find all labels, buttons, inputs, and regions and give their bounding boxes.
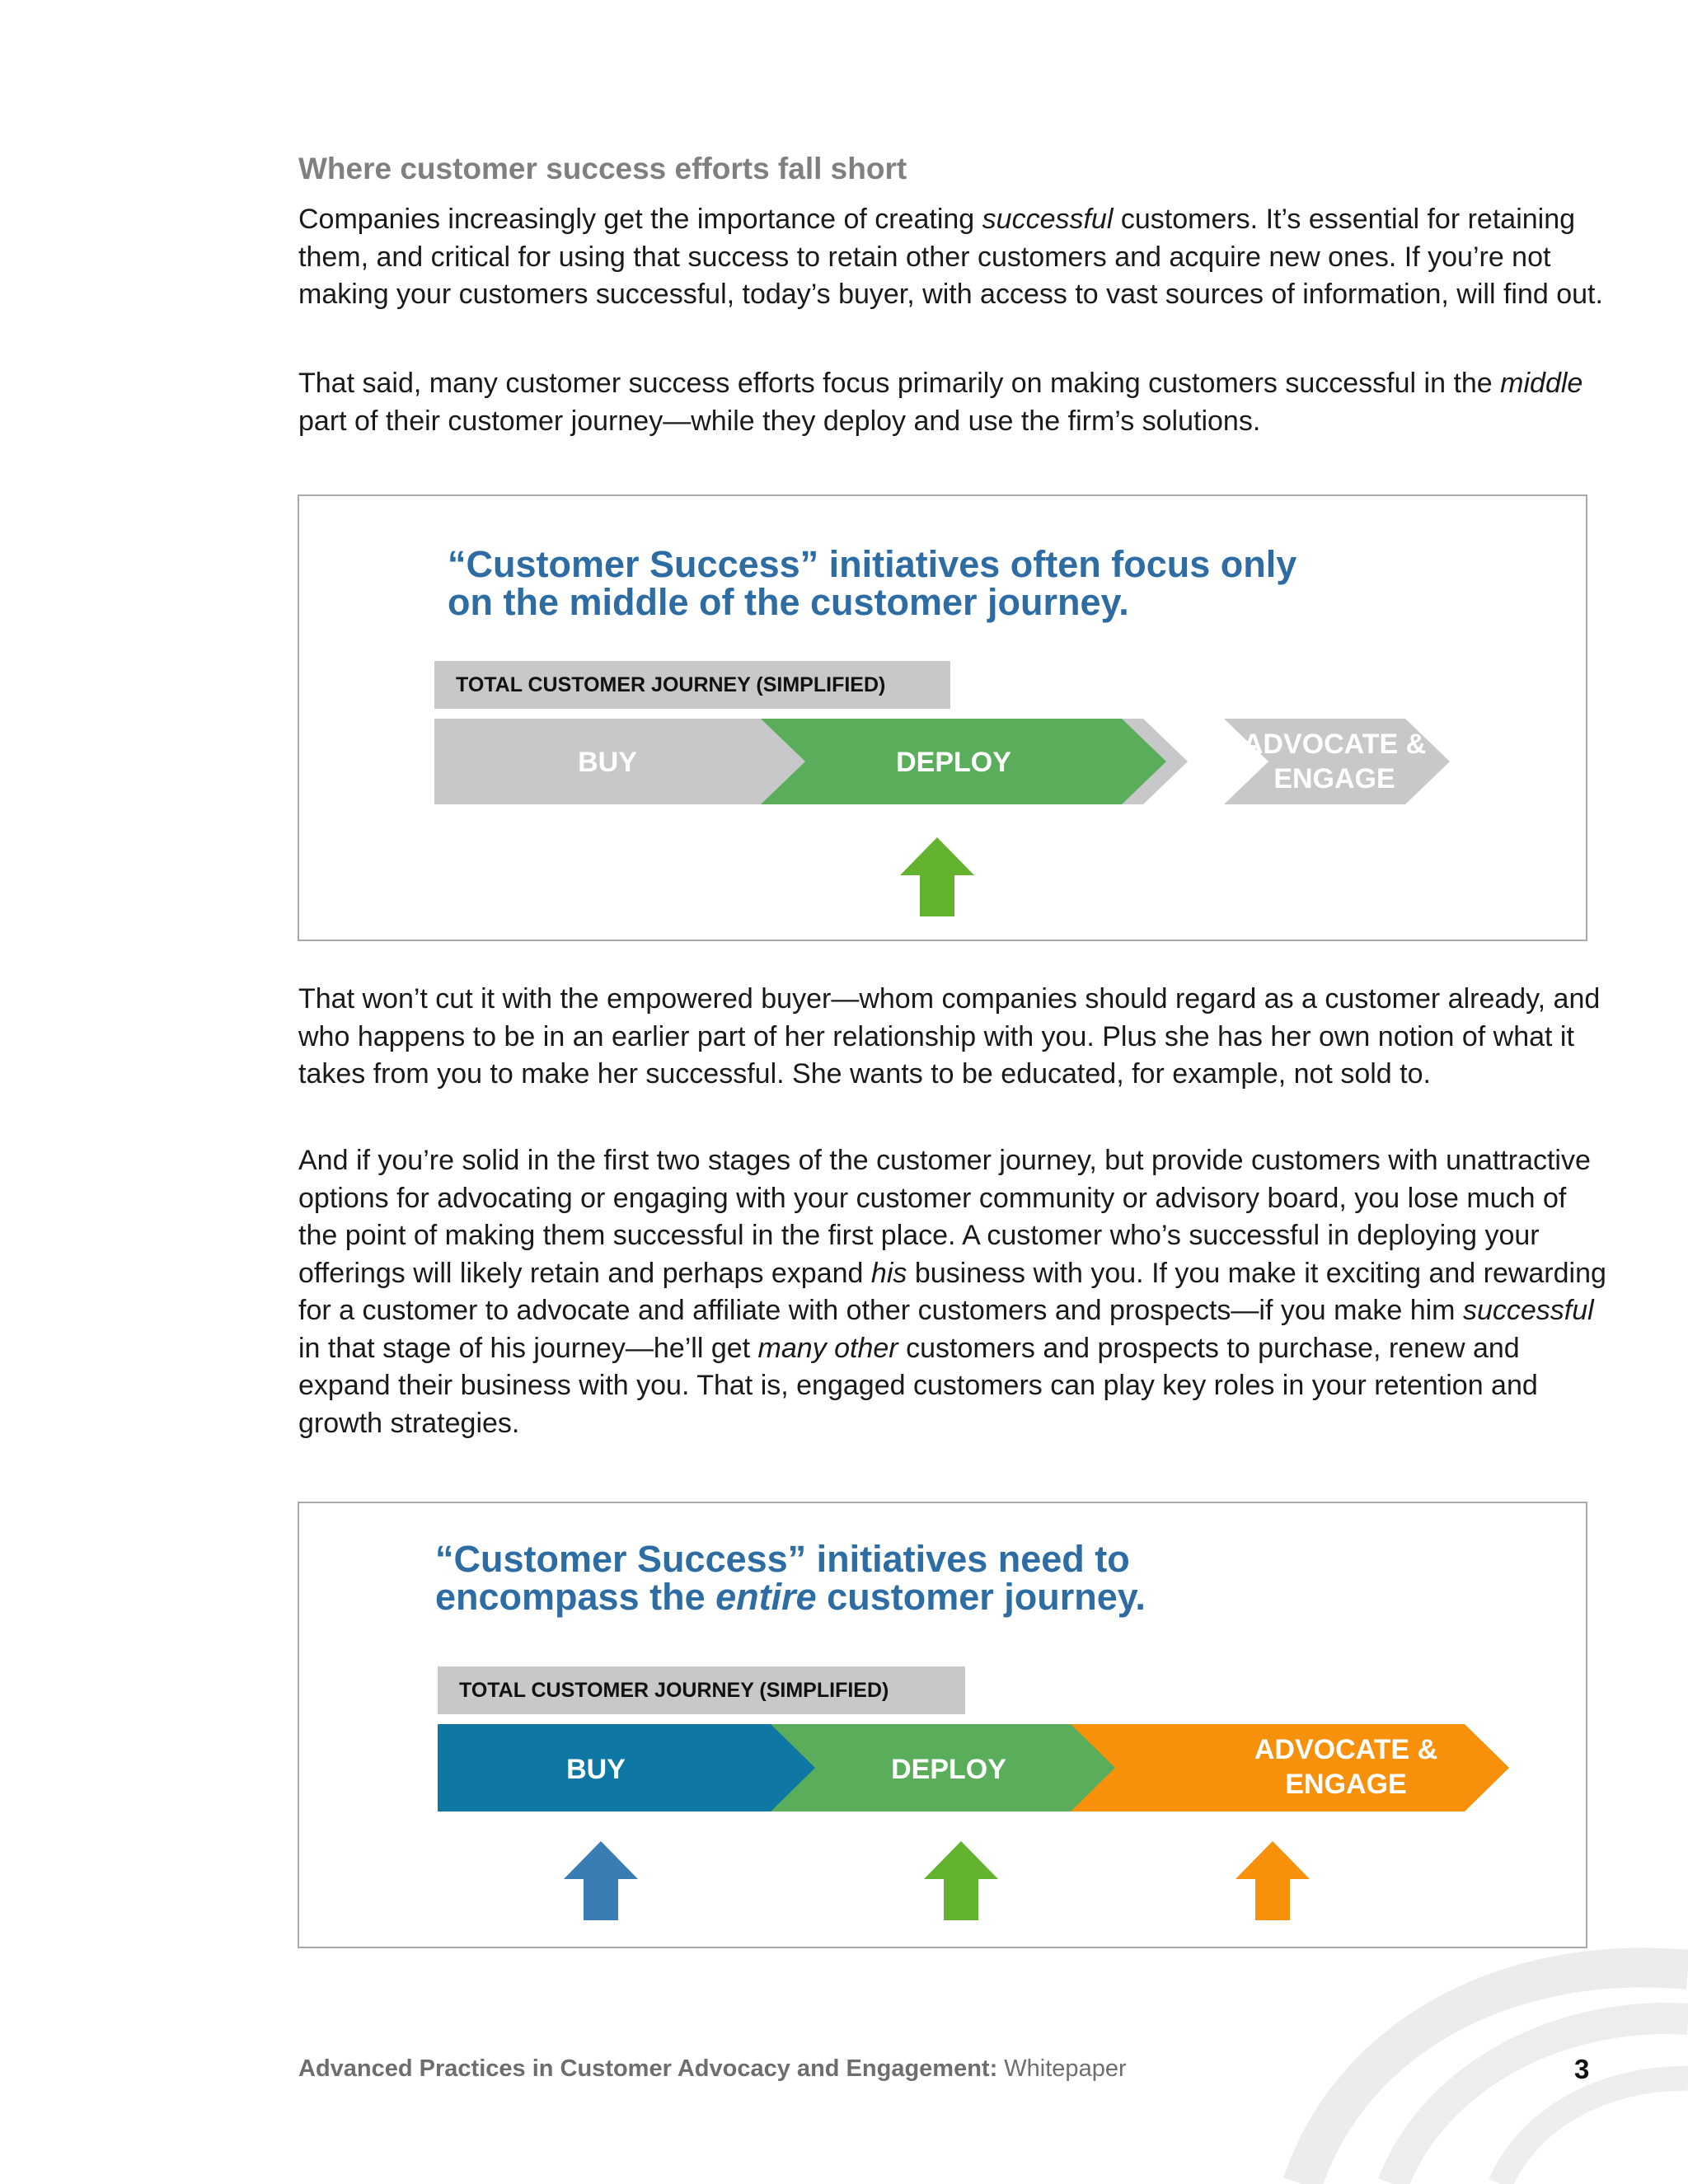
callout-title-line-1: “Customer Success” initiatives often focus only <box>448 543 1297 585</box>
text-run: Companies increasingly get the importance of creating <box>298 204 982 235</box>
callout-entire-journey <box>298 1502 1587 1948</box>
callout-title-line-2: encompass the entire customer journey. <box>435 1576 1146 1618</box>
callout-title <box>448 543 1297 623</box>
stage-advocate-engage-label: ADVOCATE & ENGAGE <box>1242 729 1427 794</box>
text-run: in that stage of his journey—he’ll get <box>298 1332 758 1364</box>
stage-buy-shape <box>438 1724 815 1811</box>
stage-advocate-engage-label: ADVOCATE & ENGAGE <box>1254 1734 1438 1800</box>
up-arrow-icon <box>924 1841 998 1920</box>
stage-buy-label: BUY <box>578 747 637 778</box>
body-paragraph-4 <box>298 1142 1609 1442</box>
text-run: middle <box>1500 368 1583 399</box>
stage-buy-label: BUY <box>566 1754 626 1785</box>
text-run: That said, many customer success efforts focus primarily on making customers successful in the <box>298 368 1501 399</box>
text-run: customers and prospects to purchase, renew and expand their business with you. That is, engaged customers can play key roles in your retention and growth strategies. <box>298 1332 1538 1439</box>
footer-title: Advanced Practices in Customer Advocacy and Engagement: Whitepaper <box>298 2055 1127 2082</box>
text-run: That won’t cut it with the empowered buyer—whom companies should regard as a customer already, and who happens to be in an earlier part of her relationship with you. Plus she has her own notion of what it takes from you to make her successful. She wants to be educated, for example, not sold to. <box>298 983 1601 1090</box>
page-number: 3 <box>1574 2054 1590 2084</box>
stage-deploy-label: DEPLOY <box>891 1754 1006 1785</box>
callout-title-line-1: “Customer Success” initiatives need to <box>435 1538 1130 1580</box>
callout-title <box>435 1540 1146 1616</box>
up-arrow-icon <box>564 1841 638 1920</box>
up-arrow-icon <box>900 837 974 916</box>
intro-paragraph-1 <box>298 201 1609 314</box>
journey-label: TOTAL CUSTOMER JOURNEY (SIMPLIFIED) <box>434 661 950 709</box>
intro-paragraph-2 <box>298 365 1609 440</box>
section-heading: Where customer success efforts fall short <box>298 152 907 185</box>
stage-deploy-label: DEPLOY <box>896 747 1011 778</box>
text-run: business with you. If you make it exciting and rewarding for a customer to advocate and affiliate with other customers and prospects—if you make him <box>298 1257 1606 1326</box>
callout-middle-journey <box>298 494 1587 941</box>
text-run: part of their customer journey—while they deploy and use the firm’s solutions. <box>298 405 1261 437</box>
text-run: successful <box>1462 1295 1594 1326</box>
callout-title-line-2: on the middle of the customer journey. <box>448 581 1129 623</box>
text-run: customers. It’s essential for retaining them, and critical for using that success to retain other customers and acquire new ones. If you’re not making your customers successful, today’s buyer, with access to vast sources of information, will find out. <box>298 204 1603 310</box>
journey-label: TOTAL CUSTOMER JOURNEY (SIMPLIFIED) <box>438 1666 965 1714</box>
body-paragraph-3 <box>298 981 1609 1094</box>
text-run: And if you’re solid in the first two stages of the customer journey, but provide customers with unattractive options for advocating or engaging with your customer community or advisory board, you lose much of the point of making them successful in the first place. A customer who’s successful in deploying your offerings will likely retain and perhaps expand <box>298 1145 1591 1289</box>
text-run: successful <box>982 204 1114 235</box>
decorative-swirl <box>1236 1896 1688 2184</box>
text-run: his <box>870 1257 907 1289</box>
text-run: many other <box>757 1332 898 1364</box>
